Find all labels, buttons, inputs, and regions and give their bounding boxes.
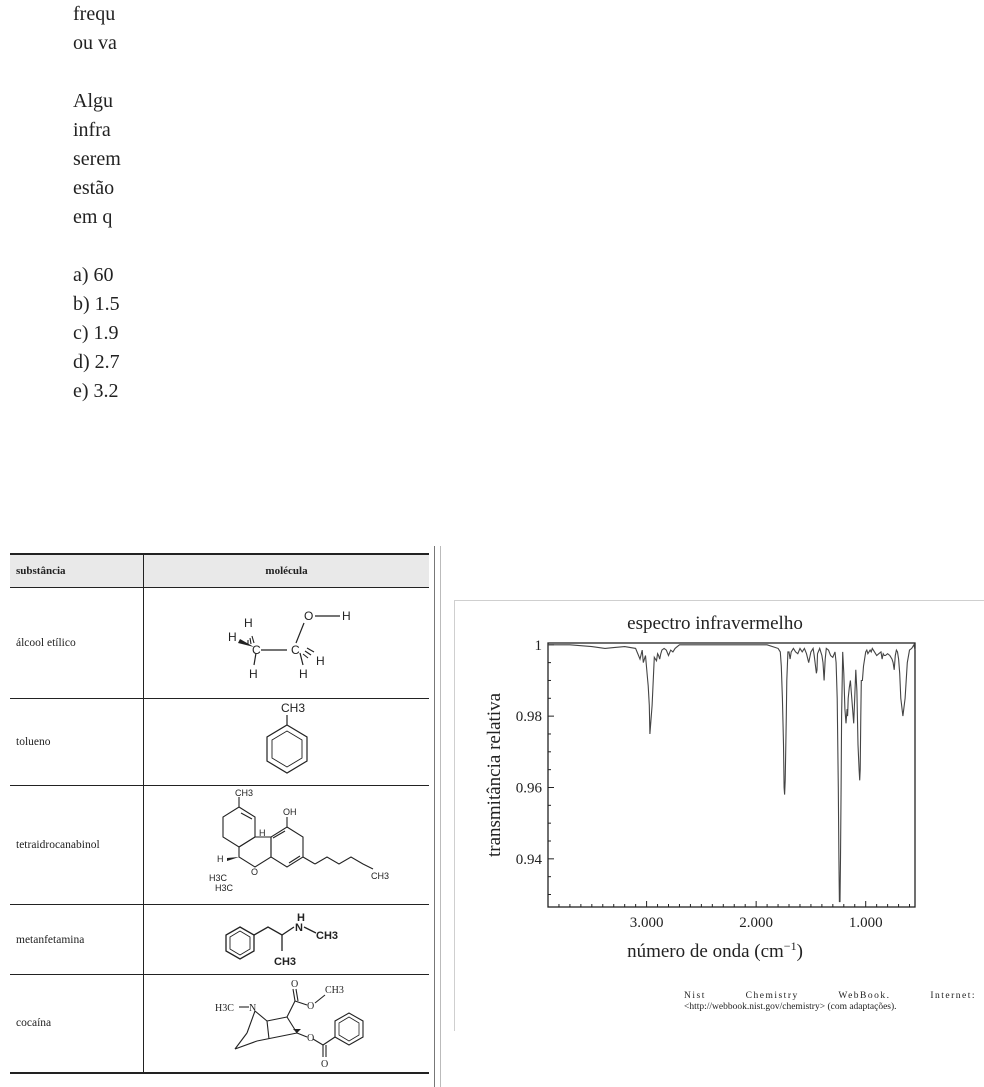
- toluene-structure-icon: [247, 701, 327, 783]
- column-header-molecule: molécula: [144, 554, 430, 588]
- thc-label: CH3: [234, 788, 253, 798]
- question-line: infra: [73, 119, 111, 141]
- spectrum-line: [548, 645, 915, 902]
- ethanol-structure-icon: [212, 603, 362, 683]
- x-axis-label-sup: −1: [783, 939, 797, 953]
- thc-label: H3C: [214, 883, 233, 893]
- chart-title: espectro infravermelho: [627, 613, 803, 634]
- substance-name: tetraidrocanabinol: [10, 786, 144, 905]
- ethanol-label: C: [251, 643, 261, 657]
- ethanol-label: H: [243, 616, 253, 630]
- ethanol-label: H: [248, 667, 258, 681]
- answer-option-e[interactable]: e) 3.2: [73, 380, 119, 402]
- question-line: em q: [73, 206, 113, 228]
- cocaine-label: O: [306, 1001, 314, 1013]
- divider: [440, 546, 441, 1087]
- ethanol-label: C: [290, 643, 300, 657]
- y-tick-label: 1: [534, 637, 542, 654]
- x-tick-label: 2.000: [739, 915, 774, 931]
- ethanol-label: H: [341, 609, 351, 623]
- thc-label: H: [258, 828, 265, 838]
- thc-label: O: [250, 867, 258, 877]
- substance-name: metanfetamina: [10, 905, 144, 975]
- ethanol-label: H: [315, 654, 325, 668]
- substance-name: cocaína: [10, 975, 144, 1073]
- thc-label: H3C: [208, 873, 227, 883]
- question-line: serem: [73, 148, 121, 170]
- meth-label: CH3: [315, 929, 338, 942]
- source-citation: [684, 991, 976, 1013]
- substance-name: tolueno: [10, 699, 144, 786]
- question-text: [73, 0, 137, 406]
- y-tick-label: 0.94: [515, 851, 542, 868]
- answer-option-d[interactable]: d) 2.7: [73, 351, 120, 373]
- y-tick-label: 0.96: [515, 780, 542, 797]
- cocaine-label: O: [306, 1033, 314, 1045]
- ir-spectrum-chart: [470, 605, 930, 965]
- methamphetamine-structure-icon: [212, 909, 362, 971]
- y-tick-label: 0.98: [515, 709, 542, 726]
- thc-label: H: [216, 854, 223, 864]
- meth-label: CH3: [273, 955, 296, 968]
- table-row: [10, 905, 429, 975]
- table-row: [10, 588, 429, 699]
- meth-label: N: [294, 921, 303, 934]
- cocaine-label: O: [320, 1059, 328, 1071]
- cocaine-label: N: [248, 1003, 256, 1015]
- table-row: [10, 786, 429, 905]
- answer-option-b[interactable]: b) 1.5: [73, 293, 120, 315]
- table-header-row: [10, 554, 429, 588]
- question-line: Algu: [73, 90, 113, 112]
- ethanol-label: H: [227, 630, 237, 644]
- question-line: ou va: [73, 32, 117, 54]
- meth-label: H: [296, 911, 305, 924]
- thc-label: CH3: [370, 871, 389, 881]
- thc-structure-icon: [187, 789, 387, 901]
- source-line-1: Nist Chemistry WebBook. Internet:: [684, 991, 976, 1001]
- x-tick-label: 3.000: [629, 915, 664, 931]
- x-axis-label: [627, 939, 803, 962]
- substance-name: álcool etílico: [10, 588, 144, 699]
- question-line: estão: [73, 177, 115, 199]
- answer-option-c[interactable]: c) 1.9: [73, 322, 119, 344]
- y-axis-label: transmitância relativa: [484, 692, 505, 858]
- column-header-substance: substância: [10, 554, 144, 588]
- x-tick-label: 1.000: [848, 915, 883, 931]
- question-line: frequ: [73, 3, 116, 25]
- cocaine-label: O: [290, 979, 298, 991]
- table-row: [10, 699, 429, 786]
- ethanol-label: H: [298, 667, 308, 681]
- answer-option-a[interactable]: a) 60: [73, 264, 114, 286]
- cocaine-label: H3C: [214, 1003, 234, 1015]
- ethanol-label: O: [303, 609, 313, 623]
- substance-table: [10, 553, 429, 1074]
- toluene-label: CH3: [280, 701, 305, 715]
- cocaine-label: CH3: [324, 985, 344, 997]
- cocaine-structure-icon: [197, 977, 377, 1069]
- thc-label: OH: [282, 807, 296, 817]
- table-row: [10, 975, 429, 1073]
- source-line-2: <http://webbook.nist.gov/chemistry> (com adaptações).: [684, 1002, 897, 1012]
- x-axis-label-close: ): [796, 941, 803, 962]
- divider: [434, 546, 435, 1087]
- x-axis-label-main: número de onda (cm: [627, 941, 784, 962]
